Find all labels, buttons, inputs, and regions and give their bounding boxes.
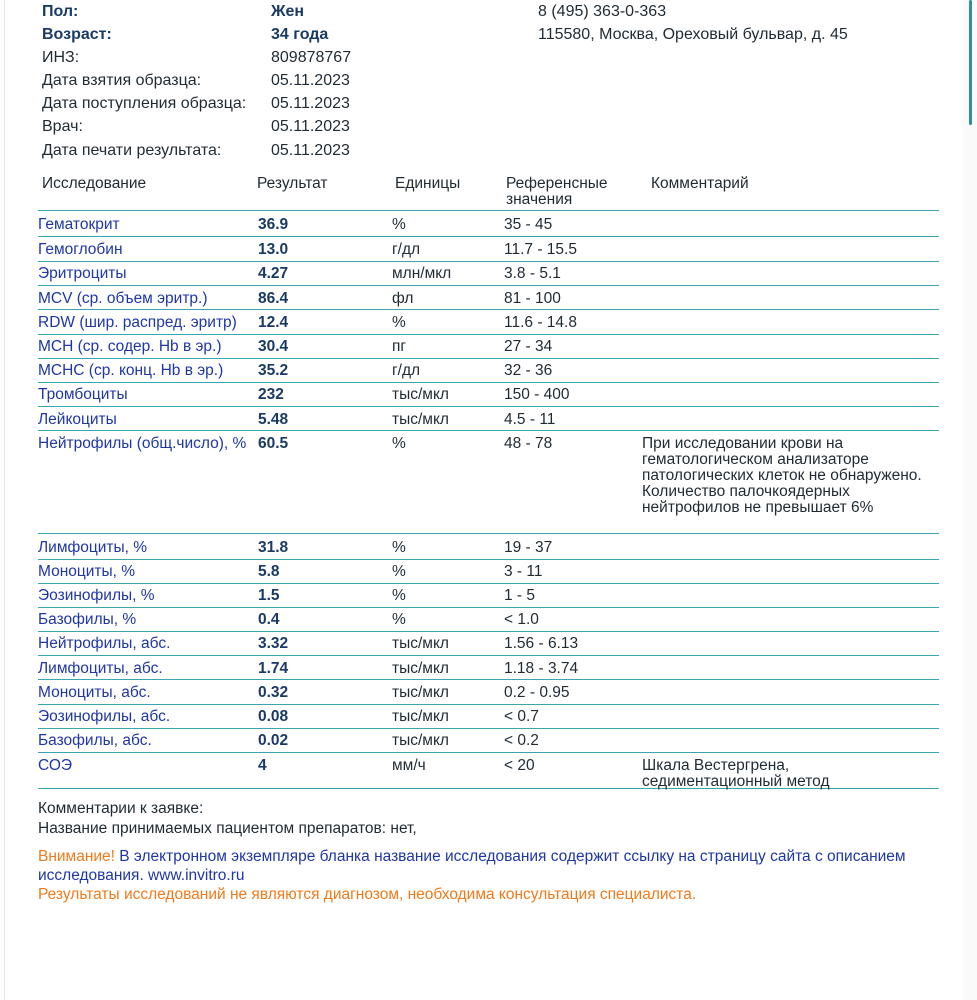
col-reference-header-line2: значения (506, 191, 573, 208)
medications-note: Название принимаемых пациентом препаратов: нет, (38, 820, 417, 837)
reference-value: 11.7 - 15.5 (504, 241, 577, 258)
test-link[interactable]: Лейкоциты (38, 411, 117, 428)
table-row (38, 704, 939, 729)
reference-value: 0.2 - 0.95 (504, 684, 570, 701)
unit-value: фл (392, 290, 414, 307)
test-link[interactable]: Лимфоциты, абс. (38, 660, 163, 677)
result-value: 13.0 (258, 241, 289, 258)
test-link[interactable]: Нейтрофилы (общ.число), % (38, 435, 247, 452)
unit-value: % (392, 563, 406, 580)
reference-value: < 0.7 (504, 708, 539, 725)
test-link[interactable]: Гематокрит (38, 216, 120, 233)
reference-value: 19 - 37 (504, 539, 553, 556)
result-value: 0.02 (258, 732, 289, 749)
reference-value: 3 - 11 (504, 563, 543, 580)
result-value: 232 (258, 386, 284, 403)
unit-value: тыс/мкл (392, 386, 449, 403)
test-link[interactable]: Моноциты, % (38, 563, 136, 580)
table-row (38, 261, 939, 286)
result-value: 0.32 (258, 684, 289, 701)
result-value: 1.5 (258, 587, 280, 604)
table-row (38, 535, 939, 560)
table-row (38, 656, 939, 680)
comment-text: При исследовании крови на гематологическом анализаторе патологических клеток не обнаружено. Количество палочкоядерных нейтрофилов не превышает 6% (642, 435, 922, 516)
unit-value: г/дл (392, 362, 421, 379)
table-row (38, 358, 939, 383)
reference-value: < 20 (504, 757, 535, 774)
result-value: 60.5 (258, 435, 289, 452)
reference-value: 27 - 34 (504, 338, 553, 355)
table-row (38, 407, 939, 431)
table-row (38, 334, 939, 359)
col-result-header: Результат (257, 175, 328, 192)
reference-value: 32 - 36 (504, 362, 553, 379)
test-link[interactable]: RDW (шир. распред. эритр) (38, 314, 237, 331)
table-row (38, 286, 939, 310)
test-link[interactable]: MCHC (ср. конц. Hb в эр.) (38, 362, 224, 379)
result-value: 0.4 (258, 611, 280, 628)
table-row (38, 431, 939, 534)
unit-value: тыс/мкл (392, 411, 449, 428)
result-value: 4 (258, 757, 267, 774)
table-row (38, 382, 939, 407)
attention-text[interactable]: В электронном экземпляре бланка название исследования содержит ссылку на страницу сайта с описанием исследования. www.invitro.ru (38, 848, 906, 884)
sex-label: Пол: (42, 3, 79, 20)
inz-label: ИНЗ: (42, 49, 80, 66)
disclaimer: Результаты исследований не являются диагнозом, необходима консультация специалиста. (38, 886, 697, 903)
comments-title: Комментарии к заявке: (38, 800, 204, 817)
result-value: 0.08 (258, 708, 289, 725)
table-row (38, 680, 939, 705)
reference-value: 4.5 - 11 (504, 411, 556, 428)
col-comment-header: Комментарий (651, 175, 749, 192)
lab-address: 115580, Москва, Ореховый бульвар, д. 45 (538, 26, 848, 43)
col-units-header: Единицы (395, 175, 461, 192)
result-value: 1.74 (258, 660, 289, 677)
inz-value: 809878767 (271, 49, 352, 66)
doctor-value: 05.11.2023 (271, 118, 350, 135)
reference-value: 11.6 - 14.8 (504, 314, 577, 331)
reference-value: 1.18 - 3.74 (504, 660, 579, 677)
unit-value: % (392, 611, 406, 628)
reference-value: 35 - 45 (504, 216, 553, 233)
unit-value: % (392, 216, 406, 233)
table-row (38, 237, 939, 262)
print-date-value: 05.11.2023 (271, 142, 350, 159)
reference-value: 150 - 400 (504, 386, 570, 403)
test-link[interactable]: Гемоглобин (38, 241, 123, 258)
test-link[interactable]: Эозинофилы, абс. (38, 708, 171, 725)
unit-value: г/дл (392, 241, 421, 258)
table-row (38, 583, 939, 608)
sex-value: Жен (271, 3, 305, 20)
unit-value: % (392, 435, 406, 452)
unit-value: тыс/мкл (392, 660, 449, 677)
doctor-label: Врач: (42, 118, 83, 135)
table-header-divider (38, 210, 939, 211)
unit-value: тыс/мкл (392, 635, 449, 652)
col-reference-header (506, 176, 608, 208)
result-value: 30.4 (258, 338, 289, 355)
scrollbar-thumb[interactable] (969, 0, 972, 125)
result-value: 31.8 (258, 539, 289, 556)
unit-value: пг (392, 338, 407, 355)
reference-value: 1 - 5 (504, 587, 536, 604)
age-value: 34 года (271, 26, 329, 43)
test-link[interactable]: Лимфоциты, % (38, 539, 148, 556)
sample-received-label: Дата поступления образца: (42, 95, 247, 112)
reference-value: 48 - 78 (504, 435, 553, 452)
result-value: 5.48 (258, 411, 289, 428)
test-link[interactable]: Моноциты, абс. (38, 684, 151, 701)
unit-value: тыс/мкл (392, 732, 449, 749)
test-link[interactable]: MCV (ср. объем эритр.) (38, 290, 208, 307)
test-link[interactable]: Нейтрофилы, абс. (38, 635, 171, 652)
unit-value: % (392, 539, 406, 556)
age-label: Возраст: (42, 26, 112, 43)
unit-value: мм/ч (392, 757, 426, 774)
unit-value: тыс/мкл (392, 708, 449, 725)
reference-value: 3.8 - 5.1 (504, 265, 561, 282)
sample-received-value: 05.11.2023 (271, 95, 350, 112)
test-link[interactable]: Базофилы, абс. (38, 732, 152, 749)
result-value: 4.27 (258, 265, 289, 282)
test-link[interactable]: Базофилы, % (38, 611, 137, 628)
table-row (38, 631, 939, 656)
col-reference-header-line1: Референсные (506, 175, 608, 192)
table-row (38, 212, 939, 237)
table-row (38, 753, 939, 789)
table-row (38, 728, 939, 753)
table-row (38, 310, 939, 335)
lab-phone: 8 (495) 363-0-363 (538, 3, 667, 20)
reference-value: < 1.0 (504, 611, 539, 628)
unit-value: % (392, 587, 406, 604)
result-value: 86.4 (258, 290, 289, 307)
unit-value: тыс/мкл (392, 684, 449, 701)
attention-note (38, 847, 958, 885)
unit-value: % (392, 314, 406, 331)
col-test-header: Исследование (42, 175, 147, 192)
scrollbar[interactable] (963, 0, 977, 1000)
result-value: 12.4 (258, 314, 289, 331)
result-value: 35.2 (258, 362, 289, 379)
unit-value: млн/мкл (392, 265, 452, 282)
test-link[interactable]: Эритроциты (38, 265, 127, 282)
reference-value: 1.56 - 6.13 (504, 635, 579, 652)
reference-value: 81 - 100 (504, 290, 561, 307)
sample-taken-label: Дата взятия образца: (42, 72, 202, 89)
reference-value: < 0.2 (504, 732, 539, 749)
attention-label: Внимание! (38, 848, 115, 865)
result-value: 36.9 (258, 216, 289, 233)
test-link[interactable]: СОЭ (38, 757, 73, 774)
print-date-label: Дата печати результата: (42, 142, 222, 159)
result-value: 5.8 (258, 563, 280, 580)
sample-taken-value: 05.11.2023 (271, 72, 350, 89)
test-link[interactable]: MCH (ср. содер. Hb в эр.) (38, 338, 222, 355)
table-row (38, 559, 939, 584)
test-link[interactable]: Эозинофилы, % (38, 587, 155, 604)
result-value: 3.32 (258, 635, 289, 652)
test-link[interactable]: Тромбоциты (38, 386, 128, 403)
comment-text: Шкала Вестергрена, седиментационный метод (642, 757, 830, 790)
table-row (38, 607, 939, 632)
